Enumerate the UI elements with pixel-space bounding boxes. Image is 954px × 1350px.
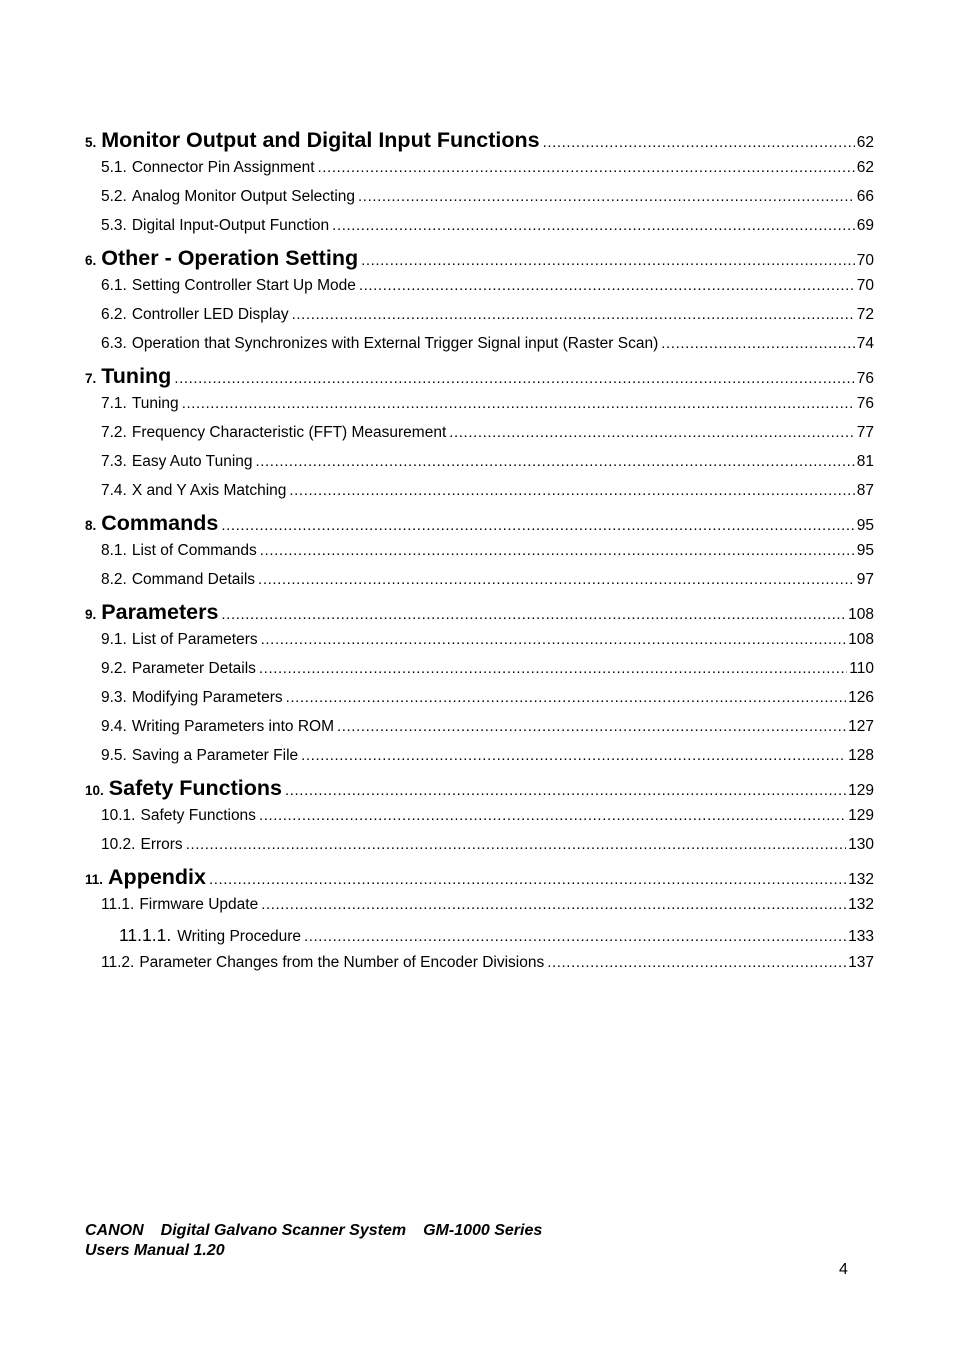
toc-dot-leader: [261, 896, 846, 913]
toc-entry-title: Appendix: [108, 865, 206, 889]
toc-dot-leader: [292, 306, 855, 323]
toc-entry-page: 66: [856, 188, 874, 205]
toc-entry-title: Frequency Characteristic (FFT) Measurement: [131, 424, 447, 441]
toc-dot-leader: [547, 954, 846, 971]
toc-entry-subsection[interactable]: [85, 925, 874, 954]
toc-entry-title: Analog Monitor Output Selecting: [131, 188, 356, 205]
toc-dot-leader: [304, 928, 846, 945]
toc-entry-number: 8.2.: [101, 571, 127, 588]
toc-entry-number: 7.: [85, 371, 97, 386]
toc-entry-number: 6.1.: [101, 277, 127, 294]
toc-entry-number: 6.2.: [101, 306, 127, 323]
toc-dot-leader: [258, 571, 855, 588]
toc-dot-leader: [182, 395, 855, 412]
toc-entry-title: Safety Functions: [140, 807, 256, 824]
toc-entry-page: 132: [848, 871, 874, 888]
toc-entry-number: 11.: [85, 872, 104, 887]
toc-entry-page: 70: [856, 277, 874, 294]
toc-dot-leader: [361, 252, 855, 269]
toc-entry-page: 129: [848, 807, 874, 824]
toc-entry-number: 11.2.: [101, 954, 135, 971]
toc-dot-leader: [285, 782, 846, 799]
toc-entry-title: X and Y Axis Matching: [131, 482, 287, 499]
toc-entry-section[interactable]: [85, 896, 874, 925]
toc-entry-page: 76: [856, 370, 874, 387]
toc-entry-title: Safety Functions: [108, 776, 282, 800]
footer-product: Digital Galvano Scanner System: [160, 1222, 407, 1239]
toc-entry-page: 95: [856, 542, 874, 559]
toc-entry-number: 5.2.: [101, 188, 127, 205]
toc-entry-section[interactable]: [85, 159, 874, 188]
toc-entry-title: Writing Procedure: [177, 928, 301, 945]
toc-entry-number: 7.2.: [101, 424, 127, 441]
toc-entry-title: Setting Controller Start Up Mode: [131, 277, 356, 294]
toc-dot-leader: [260, 542, 855, 559]
toc-entry-number: 10.1.: [101, 807, 136, 824]
toc-entry-title: Commands: [101, 511, 219, 535]
toc-dot-leader: [221, 517, 854, 534]
toc-entry-section[interactable]: [85, 453, 874, 482]
toc-entry-page: 126: [848, 689, 874, 706]
toc-entry-page: 108: [848, 631, 874, 648]
toc-dot-leader: [337, 718, 846, 735]
toc-entry-title: Easy Auto Tuning: [131, 453, 253, 470]
toc-dot-leader: [332, 217, 855, 234]
toc-entry-page: 130: [848, 836, 874, 853]
toc-dot-leader: [261, 631, 846, 648]
toc-entry-number: 8.1.: [101, 542, 127, 559]
toc-entry-title: Parameter Details: [131, 660, 256, 677]
document-footer: [85, 1221, 542, 1261]
toc-dot-leader: [289, 482, 854, 499]
toc-entry-number: 9.1.: [101, 631, 127, 648]
footer-manual-version: Users Manual 1.20: [85, 1242, 225, 1259]
toc-entry-title: Command Details: [131, 571, 256, 588]
toc-dot-leader: [358, 188, 855, 205]
toc-dot-leader: [359, 277, 855, 294]
toc-entry-page: 76: [856, 395, 874, 412]
toc-entry-number: 10.: [85, 783, 104, 798]
toc-entry-section[interactable]: [85, 188, 874, 217]
toc-entry-section[interactable]: [85, 689, 874, 718]
toc-entry-page: 128: [848, 747, 874, 764]
toc-entry-page: 97: [856, 571, 874, 588]
toc-entry-number: 7.4.: [101, 482, 127, 499]
toc-entry-number: 6.: [85, 253, 97, 268]
toc-entry-number: 11.1.1.: [119, 925, 172, 945]
toc-entry-page: 70: [856, 252, 874, 269]
toc-entry-number: 9.2.: [101, 660, 127, 677]
toc-dot-leader: [301, 747, 846, 764]
toc-entry-page: 127: [848, 718, 874, 735]
toc-entry-section[interactable]: [85, 217, 874, 246]
toc-entry-page: 62: [856, 134, 874, 151]
toc-entry-number: 5.3.: [101, 217, 127, 234]
toc-entry-page: 72: [856, 306, 874, 323]
toc-entry-number: 9.: [85, 607, 97, 622]
toc-entry-page: 108: [848, 606, 874, 623]
toc-entry-section[interactable]: [85, 718, 874, 747]
toc-entry-title: List of Parameters: [131, 631, 258, 648]
toc-entry-number: 9.5.: [101, 747, 127, 764]
toc-entry-title: Digital Input-Output Function: [131, 217, 330, 234]
toc-entry-title: Errors: [140, 836, 183, 853]
toc-entry-section[interactable]: [85, 542, 874, 571]
toc-dot-leader: [259, 660, 847, 677]
toc-dot-leader: [209, 871, 846, 888]
toc-dot-leader: [661, 335, 854, 352]
toc-entry-page: 95: [856, 517, 874, 534]
toc-entry-section[interactable]: [85, 335, 874, 364]
toc-entry-number: 9.4.: [101, 718, 127, 735]
toc-entry-title: Saving a Parameter File: [131, 747, 299, 764]
toc-entry-title: List of Commands: [131, 542, 257, 559]
toc-entry-title: Parameters: [101, 600, 219, 624]
toc-entry-number: 5.: [85, 135, 97, 150]
toc-entry-title: Controller LED Display: [131, 306, 289, 323]
toc-entry-number: 10.2.: [101, 836, 136, 853]
toc-entry-section[interactable]: [85, 954, 874, 983]
toc-entry-page: 62: [856, 159, 874, 176]
toc-entry-section[interactable]: [85, 836, 874, 865]
toc-entry-page: 81: [856, 453, 874, 470]
toc-dot-leader: [449, 424, 855, 441]
toc-dot-leader: [221, 606, 846, 623]
toc-entry-number: 8.: [85, 518, 97, 533]
toc-entry-page: 69: [856, 217, 874, 234]
toc-entry-section[interactable]: [85, 306, 874, 335]
toc-entry-title: Modifying Parameters: [131, 689, 283, 706]
toc-entry-section[interactable]: [85, 807, 874, 836]
toc-entry-chapter[interactable]: [85, 511, 874, 542]
toc-entry-title: Monitor Output and Digital Input Functions: [101, 128, 540, 152]
toc-entry-title: Operation that Synchronizes with External Trigger Signal input (Raster Scan): [131, 335, 659, 352]
toc-entry-title: Parameter Changes from the Number of Encoder Divisions: [139, 954, 545, 971]
toc-entry-chapter[interactable]: [85, 865, 874, 896]
toc-entry-page: 132: [848, 896, 874, 913]
toc-entry-number: 7.3.: [101, 453, 127, 470]
toc-entry-title: Firmware Update: [139, 896, 259, 913]
toc-entry-section[interactable]: [85, 395, 874, 424]
toc-entry-title: Tuning: [131, 395, 179, 412]
toc-entry-number: 11.1.: [101, 896, 135, 913]
toc-entry-chapter[interactable]: [85, 246, 874, 277]
toc-entry-section[interactable]: [85, 747, 874, 776]
toc-entry-section[interactable]: [85, 631, 874, 660]
toc-entry-title: Connector Pin Assignment: [131, 159, 315, 176]
toc-dot-leader: [174, 370, 854, 387]
table-of-contents: [85, 128, 874, 983]
toc-dot-leader: [256, 453, 855, 470]
toc-entry-section[interactable]: [85, 660, 874, 689]
page-number: 4: [839, 1261, 848, 1278]
toc-entry-chapter[interactable]: [85, 776, 874, 807]
toc-dot-leader: [318, 159, 855, 176]
toc-dot-leader: [286, 689, 847, 706]
toc-entry-number: 9.3.: [101, 689, 127, 706]
toc-dot-leader: [186, 836, 846, 853]
toc-entry-chapter[interactable]: [85, 128, 874, 159]
toc-entry-section[interactable]: [85, 482, 874, 511]
toc-entry-number: 7.1.: [101, 395, 127, 412]
toc-dot-leader: [259, 807, 846, 824]
footer-series: GM-1000 Series: [423, 1222, 543, 1239]
toc-entry-number: 5.1.: [101, 159, 127, 176]
toc-entry-title: Other - Operation Setting: [101, 246, 359, 270]
toc-entry-page: 137: [848, 954, 874, 971]
toc-entry-section[interactable]: [85, 424, 874, 453]
toc-entry-chapter[interactable]: [85, 364, 874, 395]
toc-entry-page: 77: [856, 424, 874, 441]
toc-entry-section[interactable]: [85, 277, 874, 306]
toc-entry-page: 133: [848, 928, 874, 945]
toc-entry-page: 87: [856, 482, 874, 499]
toc-entry-title: Tuning: [101, 364, 172, 388]
toc-dot-leader: [543, 134, 855, 151]
toc-entry-section[interactable]: [85, 571, 874, 600]
toc-entry-title: Writing Parameters into ROM: [131, 718, 334, 735]
footer-line-1: [85, 1221, 542, 1241]
toc-entry-page: 129: [848, 782, 874, 799]
toc-entry-page: 74: [856, 335, 874, 352]
toc-entry-page: 110: [849, 660, 874, 677]
toc-entry-number: 6.3.: [101, 335, 127, 352]
footer-company: CANON: [85, 1222, 144, 1239]
toc-entry-chapter[interactable]: [85, 600, 874, 631]
